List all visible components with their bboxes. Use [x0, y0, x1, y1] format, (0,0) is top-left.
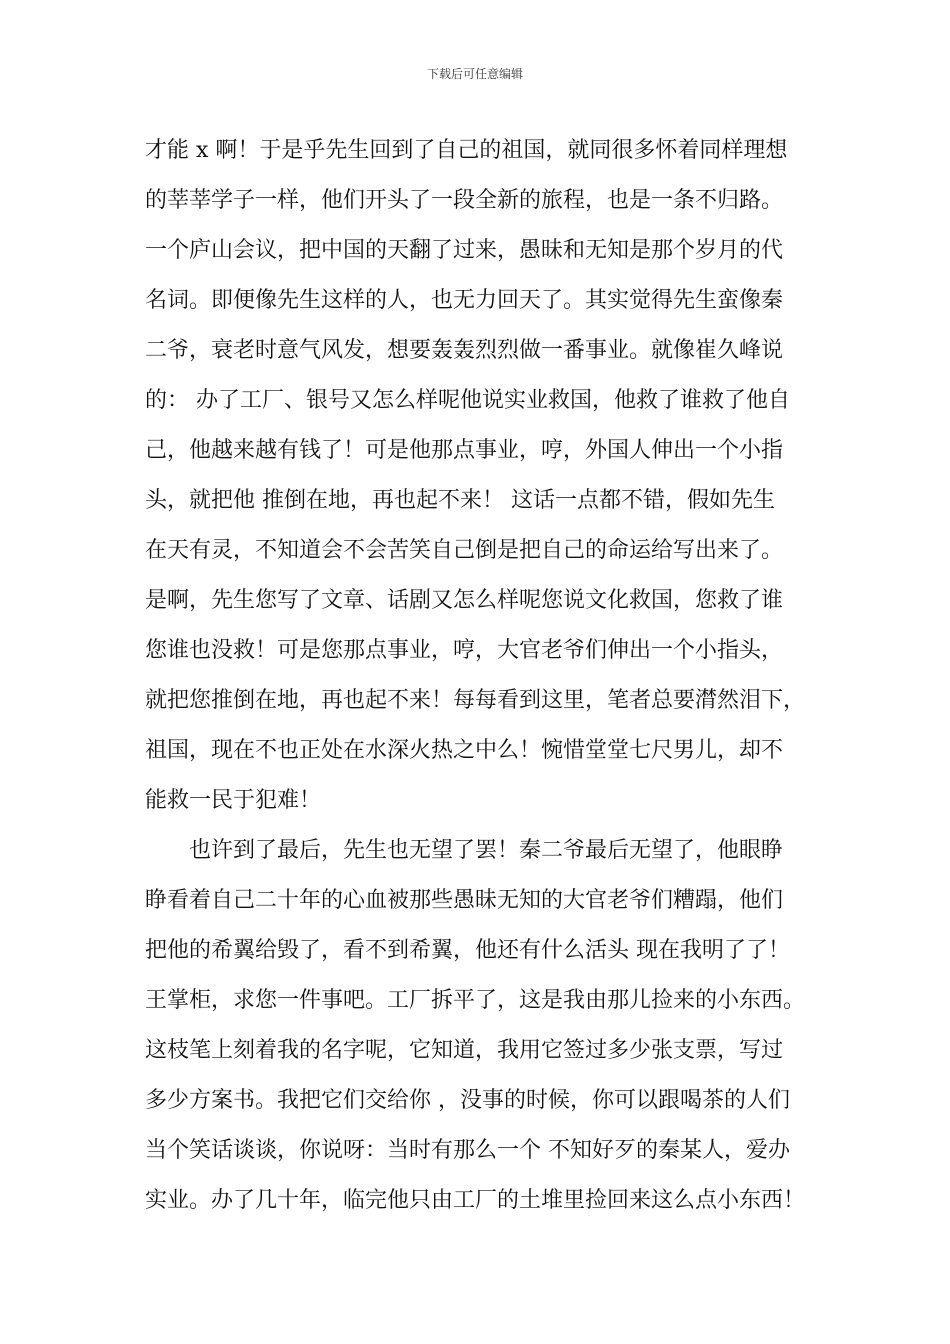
text-line: 就把您推倒在地，再也起不来！每每看到这里，笔者总要潸然泪下， — [145, 688, 806, 713]
page-header: 下载后可任意编辑 — [426, 67, 523, 81]
text-line: 多少方案书。我把它们交给你 ，没事的时候，你可以跟喝茶的人们 — [145, 1088, 790, 1113]
text-line: 把他的希翼给毁了，看不到希翼，他还有什么活头 现在我明了了！ — [145, 938, 790, 963]
text-line: 的莘莘学子一样，他们开头了一段全新的旅程，也是一条不归路。 — [145, 188, 784, 213]
text-line: 名词。即便像先生这样的人，也无力回天了。其实觉得先生蛮像秦 — [145, 288, 784, 313]
text-line: 您谁也没救！可是您那点事业，哼，大官老爷们伸出一个小指头， — [145, 638, 784, 663]
text-line: 能救一民于犯难！ — [145, 788, 322, 813]
text-line: 王掌柜，求您一件事吧。工厂拆平了，这是我由那儿捡来的小东西。 — [145, 988, 806, 1013]
document-body — [145, 126, 835, 1226]
text-line: 一个庐山会议，把中国的天翻了过来，愚昧和无知是那个岁月的代 — [145, 238, 784, 263]
text-line: 在天有灵，不知道会不会苦笑自己倒是把自己的命运给写出来了。 — [145, 538, 784, 563]
text-line: 的： 办了工厂、银号又怎么样呢他说实业救国，他救了谁救了他自 — [145, 388, 790, 413]
text-line: 实业。办了几十年，临完他只由工厂的土堆里捡回来这么点小东西！ — [145, 1188, 806, 1213]
text-line: 当个笑话谈谈，你说呀：当时有那么一个 不知好歹的秦某人，爱办 — [145, 1138, 790, 1163]
paragraph-first-line: 也许到了最后，先生也无望了罢！秦二爷最后无望了，他眼睁 — [189, 838, 784, 863]
text-line: 这枝笔上刻着我的名字呢，它知道，我用它签过多少张支票，写过 — [145, 1038, 784, 1063]
text-line: 己，他越来越有钱了！可是他那点事业，哼，外国人伸出一个小指 — [145, 438, 784, 463]
text-line: 祖国，现在不也正处在水深火热之中么！惋惜堂堂七尺男儿，却不 — [145, 738, 784, 763]
text-line: 才能 x 啊！于是乎先生回到了自己的祖国，就同很多怀着同样理想 — [145, 138, 788, 163]
text-line: 二爷，衰老时意气风发，想要轰轰烈烈做一番事业。就像崔久峰说 — [145, 338, 784, 363]
text-line: 头，就把他 推倒在地，再也起不来！ 这话一点都不错，假如先生 — [145, 488, 775, 513]
text-line: 睁看着自己二十年的心血被那些愚昧无知的大官老爷们糟蹋，他们 — [145, 888, 784, 913]
text-line: 是啊，先生您写了文章、话剧又怎么样呢您说文化救国，您救了谁 — [145, 588, 784, 613]
